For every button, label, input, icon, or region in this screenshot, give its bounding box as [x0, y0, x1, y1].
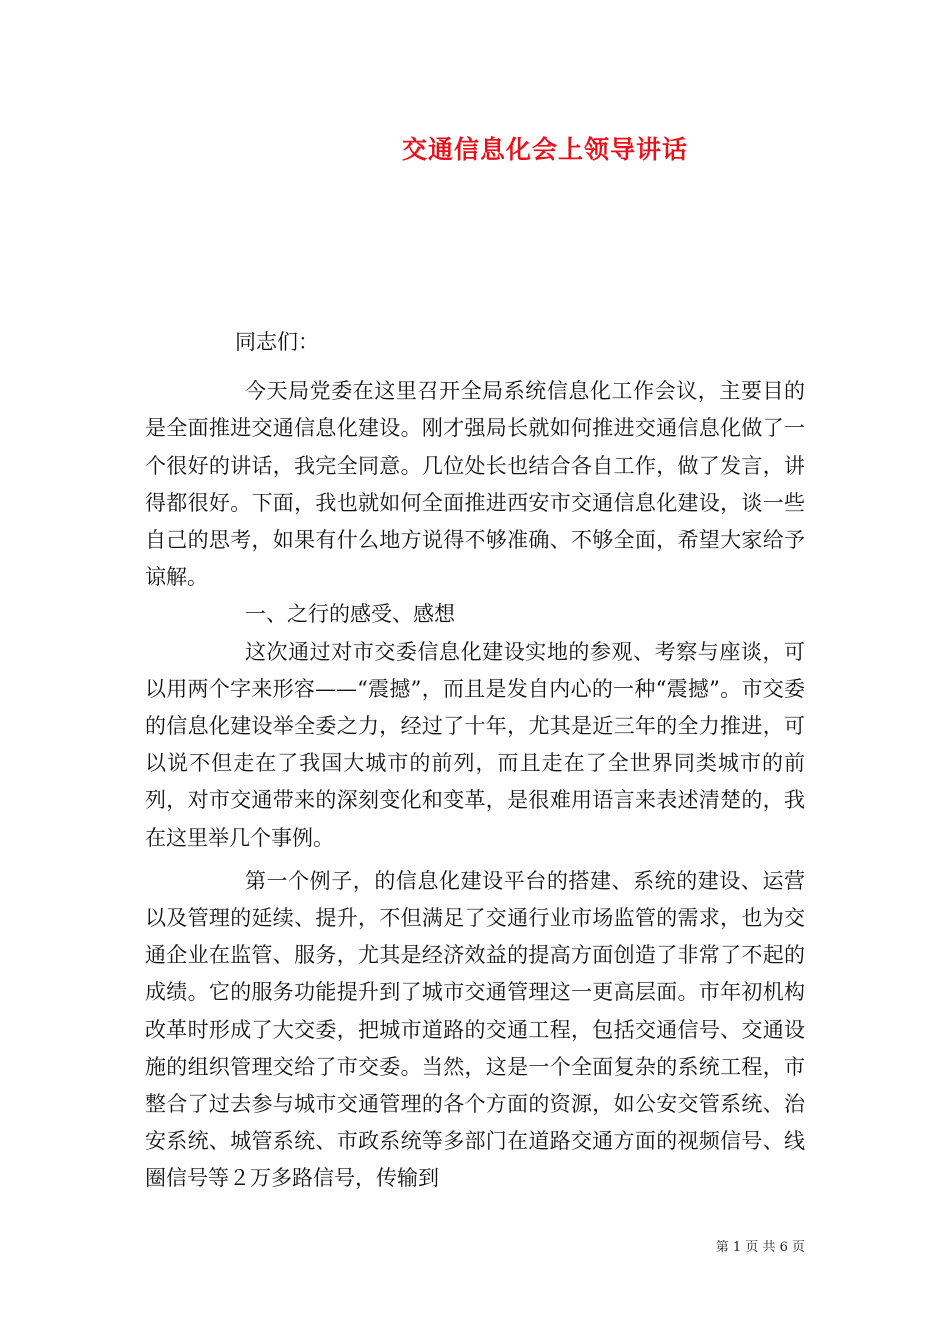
paragraph-example-one: 第一个例子，的信息化建设平台的搭建、系统的建设、运营以及管理的延续、提升，不但满足了交通行业市场监管的需求，也为交通企业在监管、服务，尤其是经济效益的提高方面创造了非常了不起的成绩。它的服务功能提升到了城市交通管理这一更高层面。市年初机构改革时形成了大交委，把城市道路的交通工程，包括交通信号、交通设施的组织管理交给了市交委。当然，这是一个全面复杂的系统工程，市整合了过去参与城市交通管理的各个方面的资源，如公安交管系统、治安系统、城管系统、市政系统等多部门在道路交通方面的视频信号、线圈信号等２万多路信号，传输到 [145, 868, 805, 1191]
document-body [145, 330, 805, 1198]
section-heading: 一、之行的感受、感想 [245, 602, 455, 627]
paragraph-intro: 今天局党委在这里召开全局系统信息化工作会议，主要目的是全面推进交通信息化建设。刚才强局长就如何推进交通信息化做了一个很好的讲话，我完全同意。几位处长也结合各自工作，做了发言，讲得都很好。下面，我也就如何全面推进西安市交通信息化建设，谈一些自己的思考，如果有什么地方说得不够准确、不够全面，希望大家给予谅解。 [145, 379, 805, 590]
paragraph-impressions: 这次通过对市交委信息化建设实地的参观、考察与座谈，可以用两个字来形容——“震撼”，而且是发自内心的一种“震撼”。市交委的信息化建设举全委之力，经过了十年，尤其是近三年的全力推进，可以说不但走在了我国大城市的前列，而且走在了全世界同类城市的前列，对市交通带来的深刻变化和变革，是很难用语言来表述清楚的，我在这里举几个事例。 [145, 639, 805, 850]
salutation: 同志们： [235, 330, 319, 354]
page-number: 第 1 页 共 6 页 [715, 1240, 805, 1255]
document-title: 交通信息化会上领导讲话 [401, 135, 688, 164]
